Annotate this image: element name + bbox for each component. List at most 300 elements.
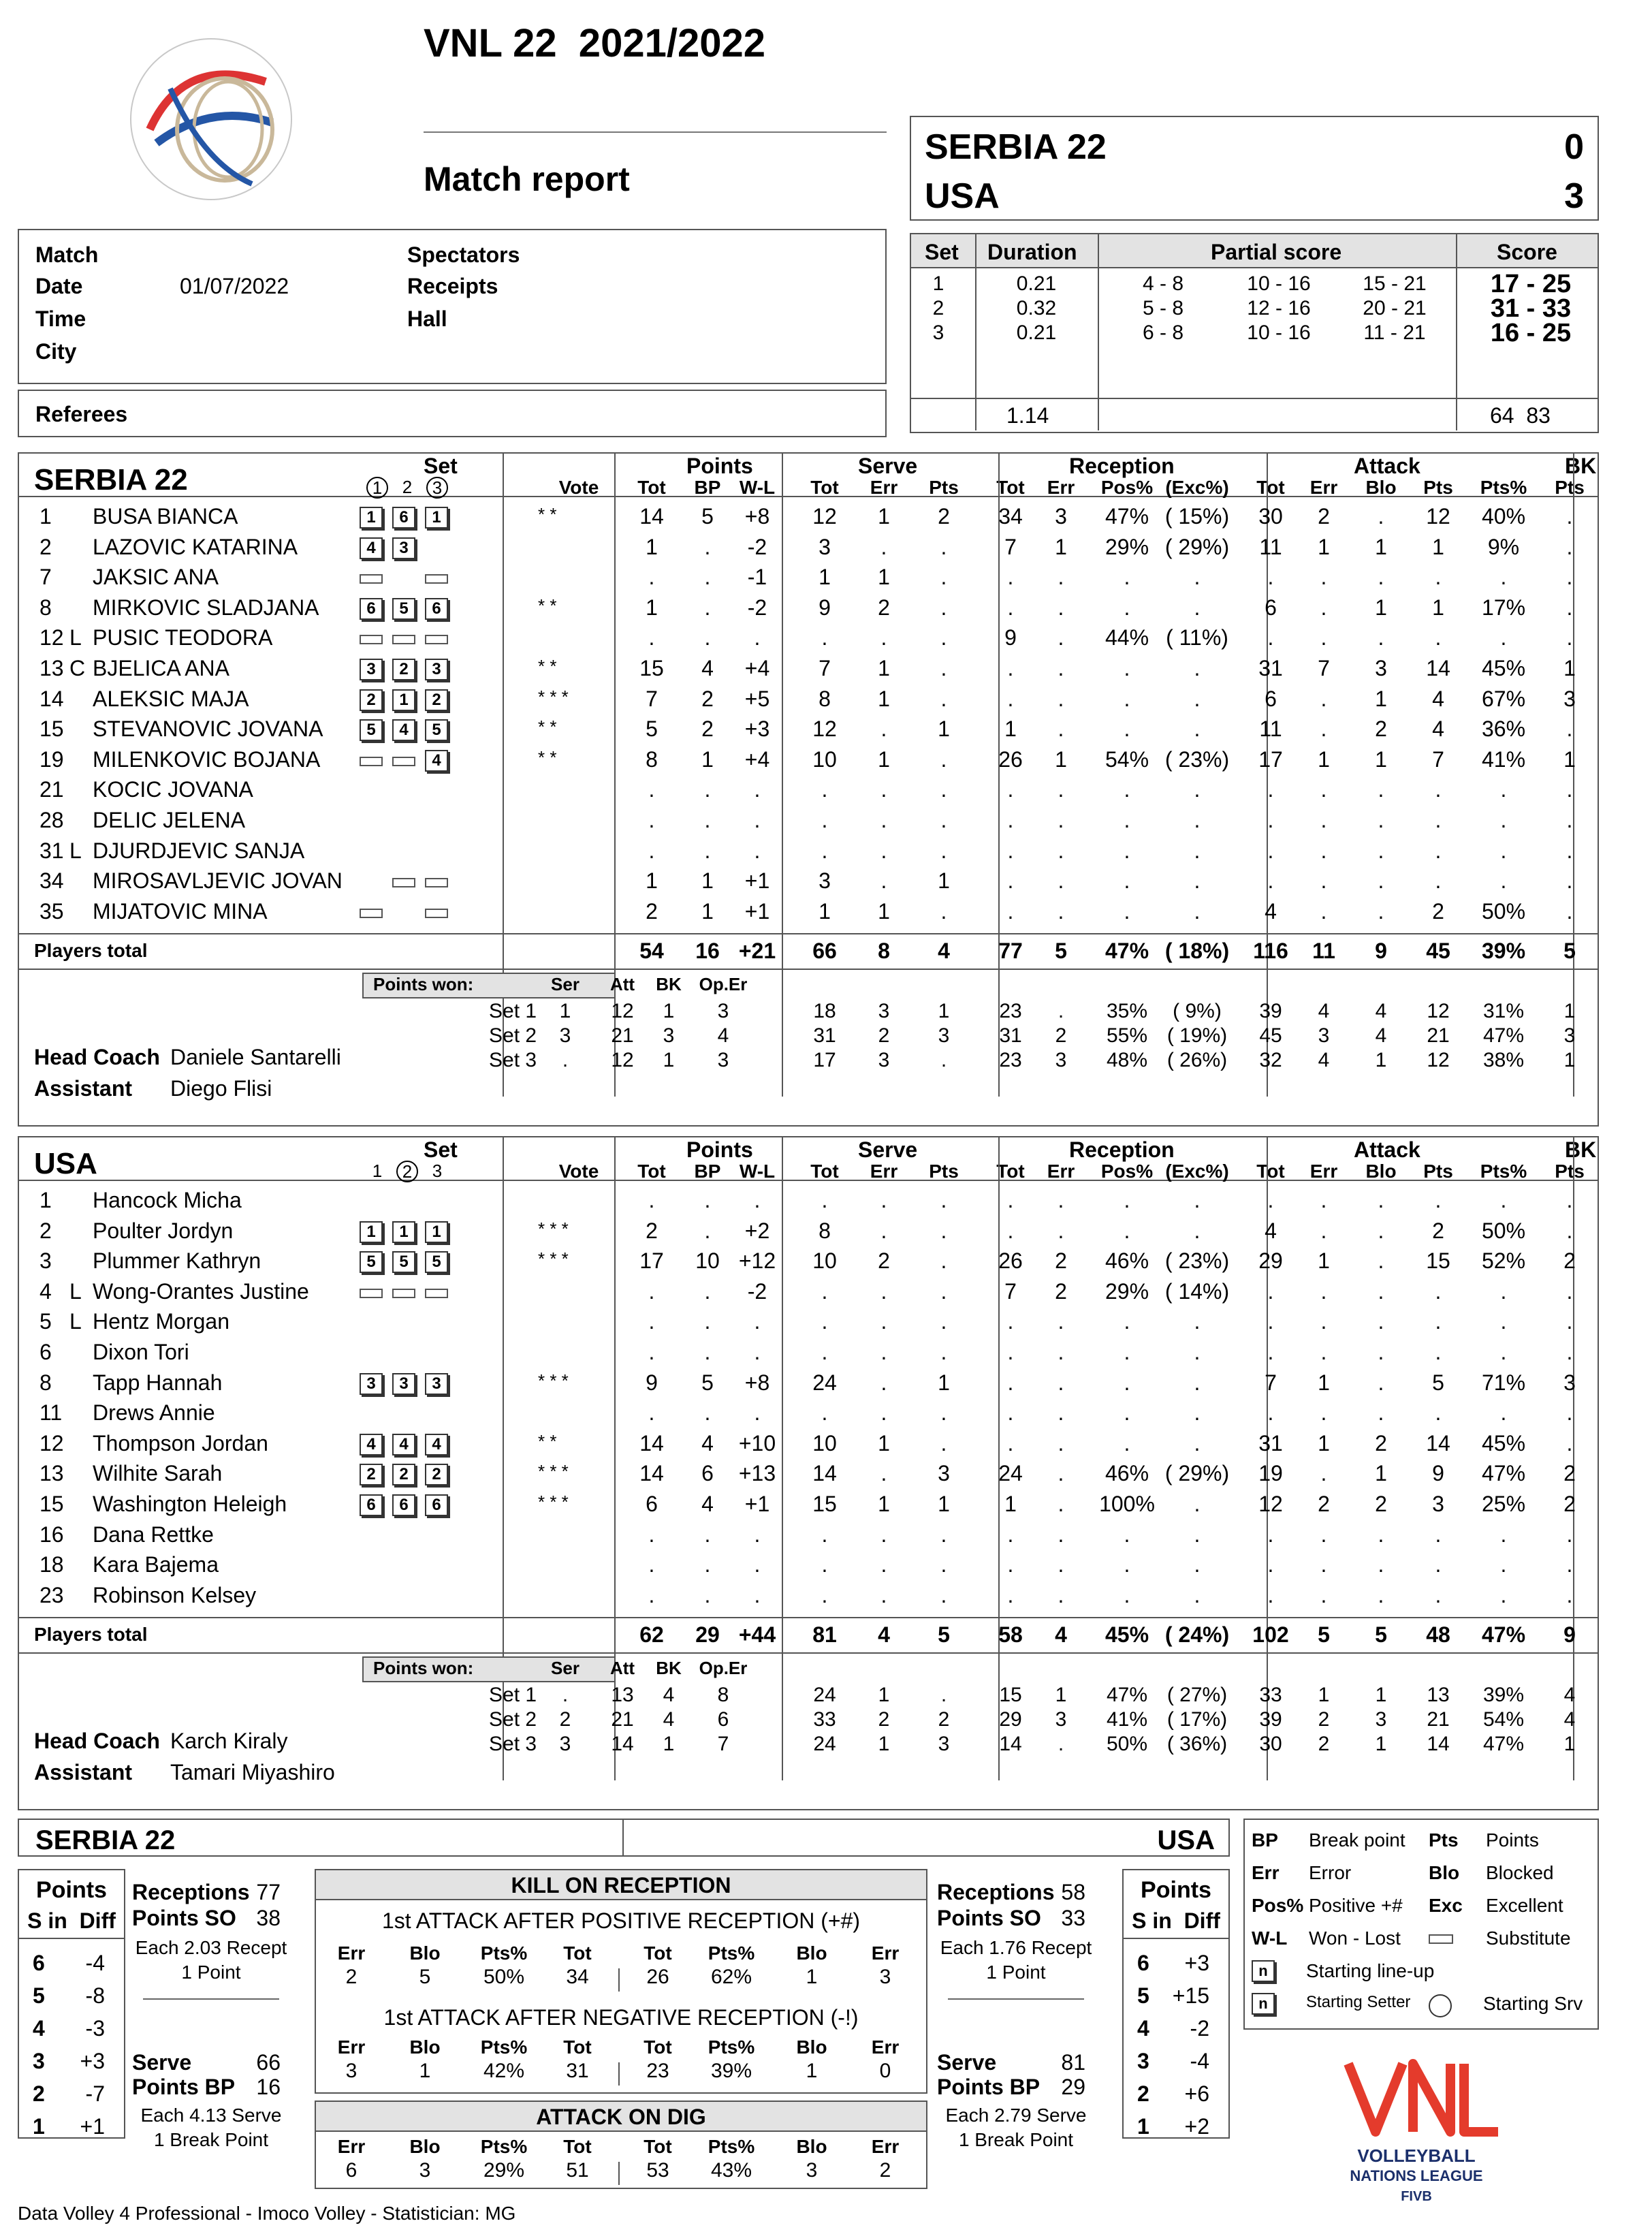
subhdr-13: Pts <box>1423 1161 1453 1182</box>
away-receptions <box>934 1869 1098 2150</box>
player-stat-9: . <box>1194 1522 1201 1547</box>
match-info <box>18 229 887 384</box>
total-stat-4: 4 <box>878 1622 890 1647</box>
player-stat-5: 1 <box>938 868 950 894</box>
hdr-attack: Attack <box>1354 454 1420 478</box>
player-name: Robinson Kelsey <box>93 1582 257 1607</box>
player-stat-5: 3 <box>938 1461 950 1486</box>
player-number: 21 <box>39 777 64 802</box>
player-stat-0: 6 <box>646 1492 658 1516</box>
set-stat-3: 31 <box>999 1024 1022 1047</box>
rotation-diff: -2 <box>1190 2016 1209 2041</box>
rotation-diff: -4 <box>85 1951 105 1975</box>
total-stat-8: 47% <box>1105 939 1149 963</box>
assistant: Tamari Miyashiro <box>170 1760 335 1784</box>
title-rule <box>424 131 887 133</box>
player-stat-0: . <box>648 1522 655 1547</box>
player-stat-0: . <box>648 808 655 832</box>
total-stat-14: 47% <box>1481 1622 1526 1647</box>
player-stat-15: . <box>1566 1552 1573 1577</box>
player-stat-7: . <box>1058 595 1064 620</box>
dig-head-1: Blo <box>409 2136 441 2157</box>
player-stat-8: . <box>1124 1188 1130 1212</box>
player-name: BUSA BIANCA <box>93 504 238 529</box>
col-partial: Partial score <box>1211 240 1342 264</box>
hdr-vote: Vote <box>558 477 599 498</box>
team-box <box>18 1136 1599 1810</box>
player-name: MIJATOVIC MINA <box>93 898 268 924</box>
legend-desc: Excellent <box>1486 1895 1563 1916</box>
rotation-subtitle: S in Diff <box>19 1908 124 1939</box>
positive-val-3: 34 <box>566 1966 589 1988</box>
vnl-fivb: FIVB <box>1401 2189 1432 2204</box>
kill-title: KILL ON RECEPTION <box>316 1870 926 1900</box>
substitute-mark <box>425 909 448 918</box>
player-stat-11: 1 <box>1318 1248 1330 1274</box>
player-stat-10: . <box>1267 565 1274 590</box>
player-stat-9: . <box>1194 1582 1201 1607</box>
player-stat-2: . <box>754 1309 761 1334</box>
positive-head-6: Blo <box>796 1942 827 1964</box>
player-stat-7: . <box>1058 838 1064 863</box>
player-stat-7: 2 <box>1055 1248 1067 1274</box>
player-stat-4: 2 <box>878 595 890 620</box>
hdr-attack: Attack <box>1354 1137 1420 1162</box>
player-stat-9: . <box>1194 1188 1201 1212</box>
set-stat-5: 48% <box>1106 1049 1148 1071</box>
player-stat-14: . <box>1500 838 1507 863</box>
player-stat-11: 2 <box>1318 504 1330 529</box>
partial-3: 11 - 21 <box>1363 321 1426 344</box>
player-stat-0: . <box>648 1340 655 1364</box>
assistant: Diego Flisi <box>170 1076 272 1101</box>
player-number: 14 <box>39 686 64 711</box>
player-stat-15: . <box>1566 1278 1573 1304</box>
pw-val-1: 12 <box>611 1000 634 1022</box>
player-stat-8: . <box>1124 1218 1130 1243</box>
negative-val-3: 31 <box>566 2060 589 2082</box>
player-stat-1: . <box>704 1582 711 1607</box>
total-stat-9: ( 18%) <box>1164 939 1230 963</box>
match-label: Match <box>35 242 99 267</box>
player-stat-7: 2 <box>1055 1278 1067 1304</box>
subhdr-10: Tot <box>1256 1161 1285 1182</box>
pw-val-0: 3 <box>559 1024 571 1047</box>
player-stat-7: . <box>1058 808 1064 832</box>
scoreboard <box>910 116 1599 221</box>
set-stat-9: 4 <box>1375 1024 1387 1047</box>
player-name: DELIC JELENA <box>93 808 246 832</box>
player-stat-13: . <box>1435 838 1442 863</box>
player-stat-9: . <box>1194 595 1201 620</box>
player-stat-12: 3 <box>1375 656 1387 680</box>
legend-desc: Error <box>1309 1862 1352 1883</box>
player-tag: C <box>69 656 86 680</box>
positive-val-6: 1 <box>806 1966 818 1988</box>
player-stat-0: 8 <box>646 746 658 772</box>
player-stat-1: . <box>704 595 711 620</box>
player-stat-6: . <box>1007 838 1014 863</box>
player-stat-8: . <box>1124 868 1130 894</box>
set-stat-4: . <box>1058 1000 1064 1022</box>
player-stat-5: . <box>940 1522 947 1547</box>
starting-position: 5 <box>392 1251 415 1273</box>
summary-home: SERBIA 22 <box>35 1825 176 1855</box>
player-stat-3: 1 <box>819 565 831 590</box>
referees-box <box>18 390 887 437</box>
total-stat-13: 45 <box>1426 939 1450 963</box>
set-stat-2: 2 <box>938 1708 950 1731</box>
player-stat-14: 50% <box>1481 898 1526 924</box>
player-stat-12: . <box>1378 1218 1384 1243</box>
report-subtitle: Match report <box>424 160 630 198</box>
player-stat-5: . <box>940 1309 947 1334</box>
player-stat-7: . <box>1058 1370 1064 1395</box>
hdr-vote: Vote <box>558 1161 599 1182</box>
summary-header <box>18 1819 1230 1857</box>
starting-position: 6 <box>360 598 383 620</box>
set-duration: 0.32 <box>1016 297 1057 319</box>
player-stat-4: 1 <box>878 1430 890 1456</box>
subhdr-3: Tot <box>810 477 839 498</box>
player-stat-7: . <box>1058 717 1064 742</box>
pw-val-3: 3 <box>717 1000 729 1022</box>
player-stat-10: . <box>1267 808 1274 832</box>
set-stat-5: 50% <box>1106 1733 1148 1755</box>
player-stat-13: . <box>1435 1340 1442 1364</box>
rotation-zone: 6 <box>1137 1951 1149 1975</box>
player-stat-0: 1 <box>646 534 658 559</box>
subhdr-12: Blo <box>1365 477 1397 498</box>
player-stat-3: . <box>821 1278 828 1304</box>
each-recept: Each 1.76 Recept <box>940 1937 1092 1958</box>
player-stat-0: . <box>648 1552 655 1577</box>
player-stat-10: 12 <box>1258 1492 1283 1516</box>
player-stat-2: -2 <box>747 595 767 620</box>
player-stat-3: . <box>821 1522 828 1547</box>
points-bp: 16 <box>256 2075 281 2099</box>
legend-key: Pos% <box>1252 1895 1304 1916</box>
player-stat-5: . <box>940 746 947 772</box>
substitute-mark <box>360 574 383 584</box>
hdr-bk: BK <box>1565 1137 1597 1162</box>
set-header-1: 1 <box>366 477 388 499</box>
player-stat-4: . <box>880 1461 887 1486</box>
player-stat-1: . <box>704 1188 711 1212</box>
player-stat-10: 19 <box>1258 1461 1283 1486</box>
set-stat-3: 15 <box>999 1684 1022 1706</box>
negative-head-0: Err <box>337 2036 366 2058</box>
player-vote: * * * <box>538 1248 569 1270</box>
hdr-points: Points <box>686 1137 753 1162</box>
subhdr-2: W-L <box>739 477 776 498</box>
substitute-mark <box>360 635 383 644</box>
player-tag: L <box>69 1278 82 1304</box>
player-stat-6: 26 <box>998 1248 1023 1274</box>
player-stat-14: . <box>1500 1522 1507 1547</box>
player-number: 1 <box>39 1188 52 1212</box>
player-stat-2: . <box>754 808 761 832</box>
player-stat-14: 40% <box>1481 504 1526 529</box>
player-stat-1: . <box>704 1522 711 1547</box>
player-stat-4: 1 <box>878 1492 890 1516</box>
player-stat-9: ( 23%) <box>1164 1248 1230 1274</box>
player-stat-15: . <box>1566 1522 1573 1547</box>
positive-val-7: 3 <box>879 1966 891 1988</box>
player-stat-13: 4 <box>1432 686 1444 711</box>
player-stat-2: . <box>754 1582 761 1607</box>
total-stat-3: 81 <box>812 1622 837 1647</box>
player-stat-2: +12 <box>738 1248 776 1274</box>
hdr-serve: Serve <box>858 454 918 478</box>
player-stat-1: 6 <box>701 1461 714 1486</box>
player-stat-9: . <box>1194 1309 1201 1334</box>
player-vote: * * <box>538 717 557 738</box>
subhdr-9: (Exc%) <box>1165 477 1229 498</box>
player-stat-6: . <box>1007 868 1014 894</box>
player-stat-11: . <box>1320 898 1327 924</box>
player-stat-5: 1 <box>938 1492 950 1516</box>
player-stat-5: . <box>940 1400 947 1426</box>
player-stat-15: 3 <box>1563 686 1576 711</box>
player-stat-7: . <box>1058 1340 1064 1364</box>
player-stat-15: . <box>1566 534 1573 559</box>
player-number: 18 <box>39 1552 64 1577</box>
player-stat-5: . <box>940 838 947 863</box>
legend-key: Exc <box>1429 1895 1463 1916</box>
set-stat-7: 33 <box>1259 1684 1282 1706</box>
player-stat-0: 2 <box>646 898 658 924</box>
receptions-count: 77 <box>256 1880 281 1904</box>
set-stat-7: 39 <box>1259 1000 1282 1022</box>
city-label: City <box>35 339 77 364</box>
player-stat-8: . <box>1124 1400 1130 1426</box>
serve-label: Serve <box>132 2050 192 2075</box>
player-stat-2: . <box>754 838 761 863</box>
player-stat-10: . <box>1267 1400 1274 1426</box>
player-stat-12: 2 <box>1375 1430 1387 1456</box>
player-stat-6: 24 <box>998 1461 1023 1486</box>
player-stat-12: . <box>1378 1522 1384 1547</box>
player-stat-12: 1 <box>1375 595 1387 620</box>
player-stat-7: . <box>1058 1552 1064 1577</box>
player-stat-12: . <box>1378 625 1384 650</box>
dig-head-4: Tot <box>644 2136 672 2157</box>
player-stat-11: . <box>1320 1582 1327 1607</box>
away-sets-won: 3 <box>1564 176 1584 216</box>
hdr-set: Set <box>424 1137 458 1162</box>
player-stat-0: 7 <box>646 686 658 711</box>
rotation-diff: +3 <box>80 2049 105 2073</box>
pw-val-3: 6 <box>717 1708 729 1731</box>
pw-head-3: Op.Er <box>699 974 748 994</box>
player-stat-15: . <box>1566 838 1573 863</box>
total-stat-7: 5 <box>1055 939 1067 963</box>
players-total-label: Players total <box>34 1624 148 1645</box>
set-stat-6: ( 27%) <box>1166 1684 1228 1706</box>
substitute-mark <box>392 878 415 887</box>
player-name: Kara Bajema <box>93 1552 219 1577</box>
player-stat-14: . <box>1500 1309 1507 1334</box>
player-stat-1: . <box>704 565 711 590</box>
set-stat-11: 39% <box>1482 1684 1525 1706</box>
player-stat-7: . <box>1058 1430 1064 1456</box>
positive-val-1: 5 <box>419 1966 431 1988</box>
player-stat-10: . <box>1267 838 1274 863</box>
player-stat-3: 24 <box>812 1370 837 1395</box>
player-stat-9: ( 29%) <box>1164 534 1230 559</box>
rotation-diff: -4 <box>1190 2049 1209 2073</box>
subhdr-8: Pos% <box>1100 477 1154 498</box>
starting-position: 4 <box>360 537 383 559</box>
serve-count: 66 <box>256 2050 281 2075</box>
player-stat-7: . <box>1058 1188 1064 1212</box>
kill-panel <box>315 1869 927 2094</box>
starting-position: 1 <box>360 507 383 529</box>
positive-head-4: Tot <box>644 1942 672 1964</box>
each-serve: Each 2.79 Serve <box>945 2105 1087 2126</box>
player-number: 3 <box>39 1248 52 1274</box>
player-stat-2: . <box>754 1552 761 1577</box>
set-stat-7: 32 <box>1259 1049 1282 1071</box>
player-stat-8: 54% <box>1105 746 1149 772</box>
player-stat-14: 25% <box>1481 1492 1526 1516</box>
player-stat-9: . <box>1194 686 1201 711</box>
dig-val-7: 2 <box>879 2159 891 2182</box>
player-stat-6: . <box>1007 1552 1014 1577</box>
hall-label: Hall <box>407 306 447 331</box>
player-number: 12 <box>39 625 64 650</box>
player-stat-4: . <box>880 1552 887 1577</box>
spectators-label: Spectators <box>407 242 520 267</box>
player-stat-7: . <box>1058 656 1064 680</box>
player-stat-2: +5 <box>744 686 770 711</box>
assistant-label: Assistant <box>34 1076 133 1101</box>
player-name: MIRKOVIC SLADJANA <box>93 595 319 620</box>
player-stat-12: . <box>1378 1340 1384 1364</box>
player-name: Hentz Morgan <box>93 1309 229 1334</box>
player-stat-4: 2 <box>878 1248 890 1274</box>
player-stat-15: . <box>1566 1400 1573 1426</box>
pw-val-0: . <box>562 1684 569 1706</box>
player-number: 13 <box>39 1461 64 1486</box>
starting-position: 1 <box>425 1221 448 1243</box>
pw-val-1: 21 <box>611 1024 634 1047</box>
player-stat-3: . <box>821 625 828 650</box>
player-stat-10: . <box>1267 1309 1274 1334</box>
player-stat-15: . <box>1566 625 1573 650</box>
player-stat-11: 7 <box>1318 656 1330 680</box>
set-stat-12: 4 <box>1563 1684 1576 1706</box>
points-bp-label: Points BP <box>937 2075 1041 2099</box>
rotation-diff: +1 <box>80 2114 105 2139</box>
player-stat-4: 1 <box>878 746 890 772</box>
player-stat-6: . <box>1007 1400 1014 1426</box>
starting-position: 4 <box>425 750 448 772</box>
player-stat-13: 1 <box>1432 534 1444 559</box>
player-stat-8: . <box>1124 1582 1130 1607</box>
player-number: 12 <box>39 1430 64 1456</box>
player-stat-12: . <box>1378 1248 1384 1274</box>
negative-val-2: 42% <box>483 2060 525 2082</box>
player-number: 11 <box>39 1400 63 1426</box>
starting-position: 3 <box>425 1373 448 1395</box>
subhdr-6: Tot <box>996 477 1025 498</box>
player-stat-4: . <box>880 808 887 832</box>
hdr-bk: BK <box>1565 454 1597 478</box>
rotation-title: Points <box>36 1877 107 1903</box>
player-stat-13: 1 <box>1432 595 1444 620</box>
partial-3: 20 - 21 <box>1363 297 1427 319</box>
legend-desc: Blocked <box>1486 1862 1554 1883</box>
substitute-mark <box>425 878 448 887</box>
player-stat-8: . <box>1124 777 1130 802</box>
set-stat-2: . <box>940 1049 947 1071</box>
set-duration: 0.21 <box>1016 272 1057 295</box>
player-stat-0: 14 <box>639 1430 664 1456</box>
player-stat-5: 1 <box>938 1370 950 1395</box>
pw-val-0: 2 <box>559 1708 571 1731</box>
player-stat-11: . <box>1320 838 1327 863</box>
home-rotation <box>18 1869 125 2139</box>
player-stat-14: 9% <box>1487 534 1520 559</box>
player-stat-3: 9 <box>819 595 831 620</box>
rotation-diff: +6 <box>1184 2081 1209 2106</box>
player-stat-9: . <box>1194 1492 1201 1516</box>
player-stat-6: . <box>1007 1582 1014 1607</box>
set-stat-4: 1 <box>1055 1684 1067 1706</box>
player-vote: * * <box>538 656 557 676</box>
player-stat-13: . <box>1435 1278 1442 1304</box>
set-stat-4: 2 <box>1055 1024 1067 1047</box>
total-stat-11: 11 <box>1312 939 1335 963</box>
player-stat-2: +4 <box>744 746 770 772</box>
referees-label: Referees <box>35 402 128 426</box>
rotation-diff: -8 <box>85 1983 105 2008</box>
set-header-3: 3 <box>432 1161 443 1181</box>
player-stat-13: . <box>1435 808 1442 832</box>
player-stat-12: . <box>1378 1309 1384 1334</box>
subhdr-6: Tot <box>996 1161 1025 1182</box>
set-stat-8: 4 <box>1318 1049 1330 1071</box>
player-stat-3: 10 <box>812 1430 837 1456</box>
player-stat-4: . <box>880 777 887 802</box>
subhdr-5: Pts <box>929 477 959 498</box>
player-stat-12: . <box>1378 808 1384 832</box>
substitute-mark <box>392 757 415 766</box>
player-stat-1: 1 <box>701 898 714 924</box>
pw-val-2: 4 <box>663 1684 675 1706</box>
player-stat-9: . <box>1194 777 1201 802</box>
home-sets-won: 0 <box>1564 127 1584 167</box>
set-stat-5: 47% <box>1106 1684 1148 1706</box>
federation-logo <box>109 27 313 211</box>
rotation-diff: +2 <box>1184 2114 1209 2139</box>
substitute-mark <box>425 574 448 584</box>
vnl-line1: VOLLEYBALL <box>1357 2145 1476 2166</box>
player-stat-10: 7 <box>1265 1370 1277 1395</box>
set-stat-5: 55% <box>1106 1024 1148 1047</box>
date-label: Date <box>35 274 83 298</box>
player-stat-11: . <box>1320 686 1327 711</box>
player-stat-14: . <box>1500 1278 1507 1304</box>
player-stat-7: . <box>1058 777 1064 802</box>
negative-head-2: Pts% <box>480 2036 528 2058</box>
rotation-zone: 5 <box>33 1983 45 2008</box>
player-stat-14: . <box>1500 1582 1507 1607</box>
set-row-label: Set 2 <box>489 1024 537 1047</box>
player-stat-3: 8 <box>819 686 831 711</box>
